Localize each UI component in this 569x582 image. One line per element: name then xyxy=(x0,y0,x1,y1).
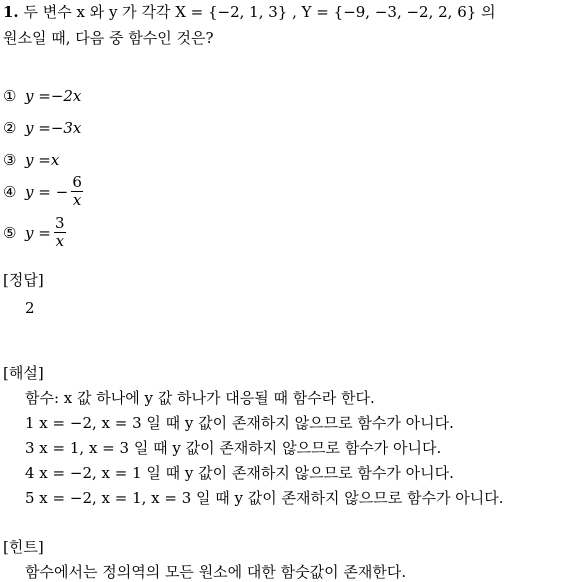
choice-3[interactable] xyxy=(3,151,59,169)
choice-1-lhs: y = xyxy=(25,87,51,105)
question-text-line-2: 원소일 때, 다음 중 함수인 것은? xyxy=(3,29,214,47)
choice-5[interactable] xyxy=(3,215,66,250)
choice-4[interactable] xyxy=(3,174,83,209)
choice-4-mark: ④ xyxy=(3,182,17,201)
choice-3-mark: ③ xyxy=(3,151,17,169)
explanation-line-1: 함수: x 값 하나에 y 값 하나가 대응될 때 함수라 한다. xyxy=(25,389,375,407)
answer-header: [정답] xyxy=(3,271,44,289)
explanation-header: [해설] xyxy=(3,364,44,382)
explanation-line-5: 5 x = −2, x = 1, x = 3 일 때 y 값이 존재하지 않으므로 함수가 아니다. xyxy=(25,489,504,507)
choice-5-mark: ⑤ xyxy=(3,223,17,242)
explanation-line-4: 4 x = −2, x = 1 일 때 y 값이 존재하지 않으므로 함수가 아니다. xyxy=(25,464,454,482)
question-line-1 xyxy=(3,2,496,22)
choice-5-denominator: x xyxy=(55,232,65,250)
choice-5-lhs: y = xyxy=(25,223,51,242)
choice-2-rhs: −3x xyxy=(50,119,82,137)
explanation-line-2: 1 x = −2, x = 3 일 때 y 값이 존재하지 않으므로 함수가 아니다. xyxy=(25,414,454,432)
choice-3-lhs: y = xyxy=(25,151,51,169)
choice-1-rhs: −2x xyxy=(50,87,82,105)
answer-value: 2 xyxy=(25,299,35,317)
question-number: 1. xyxy=(3,3,19,21)
choice-1-mark: ① xyxy=(3,87,17,105)
choice-3-rhs: x xyxy=(50,151,60,169)
choice-2[interactable] xyxy=(3,119,81,137)
choice-4-fraction xyxy=(71,174,83,209)
question-text-line-1: 두 변수 x 와 y 가 각각 X = {−2, 1, 3} , Y = {−9, −3, −2, 2, 6} 의 xyxy=(23,3,496,21)
choice-4-denominator: x xyxy=(72,191,82,209)
choice-5-numerator: 3 xyxy=(55,214,65,232)
choice-2-mark: ② xyxy=(3,119,17,137)
explanation-line-3: 3 x = 1, x = 3 일 때 y 값이 존재하지 않으므로 함수가 아니다. xyxy=(25,439,442,457)
choice-2-lhs: y = xyxy=(25,119,51,137)
choice-5-fraction xyxy=(54,215,66,250)
choice-1[interactable] xyxy=(3,87,81,105)
hint-text: 함수에서는 정의역의 모든 원소에 대한 함숫값이 존재한다. xyxy=(25,563,407,581)
choice-4-numerator: 6 xyxy=(72,173,82,191)
choice-4-lhs: y = − xyxy=(25,182,69,201)
hint-header: [힌트] xyxy=(3,538,44,556)
